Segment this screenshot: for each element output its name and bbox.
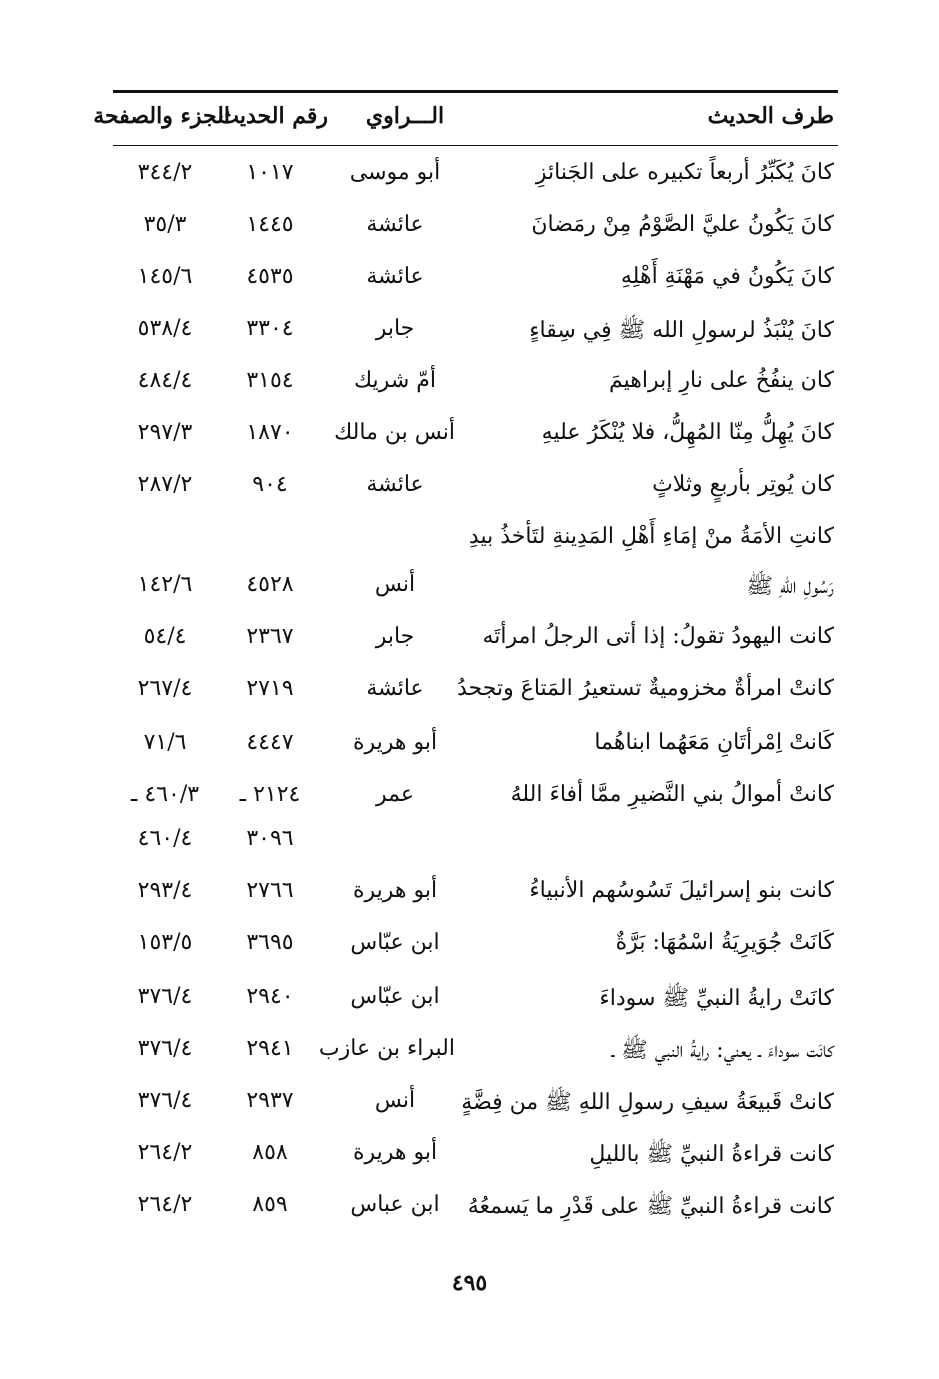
hadith-number: ٣٣٠٤ — [246, 316, 294, 341]
narrator: عمر — [376, 782, 414, 807]
volume-page: ٣٧٦/٤ — [137, 984, 193, 1009]
table-row — [0, 524, 939, 564]
narrator: أنس — [374, 1088, 416, 1113]
table-row — [0, 878, 939, 918]
narrator: عائشة — [366, 264, 424, 289]
volume-page: ١٤٢/٦ — [137, 572, 193, 597]
hadith-text: كانَ يَكُونُ عليَّ الصَّوْمُ مِنْ رمَضانَ — [531, 212, 834, 237]
volume-page: ٥٤/٤ — [143, 624, 187, 649]
hadith-number: ٢٣٦٧ — [246, 624, 294, 649]
narrator: أمّ شريك — [354, 368, 436, 393]
hadith-text: كانَت سوداءَ ـ يعني: رايةُ النبي ﷺ ـ — [611, 1038, 834, 1063]
hadith-text: كانَ يُكَبِّرُ أربعاً تكبيره على الجَنائزِ — [535, 160, 834, 185]
volume-page: ٢٨٧/٢ — [137, 472, 193, 497]
hadith-number: ٣٠٩٦ — [246, 826, 294, 851]
volume-page: ٣٧٦/٤ — [137, 1088, 193, 1113]
narrator: ابن عباس — [350, 1192, 440, 1217]
hadith-text: كانَتْ رايةُ النبيِّ ﷺ سوداءَ — [599, 986, 834, 1011]
volume-page: ٣٤٤/٢ — [137, 160, 193, 185]
table-row — [0, 1192, 939, 1232]
hadith-text: كان ينفُخُ على نارِ إبراهيمَ — [609, 368, 834, 393]
hadith-number: ٤٤٤٧ — [246, 730, 294, 755]
table-row — [0, 826, 939, 866]
volume-page: ٤٦٠/٣ ـ — [130, 782, 200, 807]
header-hadith: طرف الحديث — [707, 103, 834, 129]
hadith-number: ٢١٢٤ ـ — [239, 782, 301, 807]
hadith-text: كانت بنو إسرائيلَ تَسُوسُهم الأنبياءُ — [529, 878, 834, 903]
volume-page: ٣٥/٣ — [143, 212, 187, 237]
narrator: أبو هريرة — [352, 1140, 438, 1165]
hadith-number: ٣٦٩٥ — [246, 930, 294, 955]
hadith-text: كانت قراءةُ النبيِّ ﷺ على قَدْرِ ما يَسمعُهُ — [467, 1194, 834, 1219]
table-row — [0, 572, 939, 612]
table-row — [0, 316, 939, 356]
hadith-text: كانَ يُهِلُّ مِنّا المُهِلُّ، فلا يُنْكَرُ عليهِ — [541, 420, 834, 445]
hadith-text: كانتْ امرأةٌ مخزوميةٌ تستعيرُ المَتاعَ وتجحدُ — [457, 676, 834, 701]
table-row — [0, 1036, 939, 1076]
hadith-number: ٢٩٤١ — [246, 1036, 294, 1061]
table-row — [0, 984, 939, 1024]
volume-page: ٤٨٤/٤ — [137, 368, 193, 393]
narrator: أنس بن مالك — [334, 420, 455, 445]
narrator: ابن عبّاس — [350, 930, 440, 955]
hadith-number: ٢٩٣٧ — [246, 1088, 294, 1113]
volume-page: ٢٩٣/٤ — [137, 878, 193, 903]
hadith-number: ٢٧٦٦ — [246, 878, 294, 903]
header-number: رقم الحديث — [218, 103, 328, 129]
volume-page: ٢٦٤/٢ — [137, 1140, 193, 1165]
narrator: عائشة — [366, 676, 424, 701]
hadith-number: ٤٥٢٨ — [246, 572, 294, 597]
hadith-text: كانتْ أموالُ بني النَّضيرِ ممَّا أفاءَ اللهُ — [510, 782, 834, 807]
hadith-text: كانتِ الأمَةُ منْ إمَاءِ أَهْلِ المَدِينةِ لتَأخذُ بيدِ — [468, 524, 834, 549]
volume-page: ١٥٣/٥ — [137, 930, 193, 955]
hadith-text: كَانتْ اِمْرأتَانِ مَعَهُما ابناهُما — [594, 730, 834, 755]
hadith-number: ٨٥٨ — [252, 1140, 288, 1165]
hadith-text: كَانَتْ جُوَيرِيَةُ اسْمُهَا: بَرَّةٌ — [615, 930, 834, 955]
volume-page: ٧١/٦ — [143, 730, 187, 755]
narrator: عائشة — [366, 472, 424, 497]
table-row — [0, 1140, 939, 1180]
volume-page: ٢٦٤/٢ — [137, 1192, 193, 1217]
table-row — [0, 676, 939, 716]
volume-page: ٣٧٦/٤ — [137, 1036, 193, 1061]
volume-page: ٥٣٨/٤ — [137, 316, 193, 341]
hadith-number: ٢٧١٩ — [246, 676, 294, 701]
narrator: أنس — [374, 572, 416, 597]
table-row — [0, 368, 939, 408]
volume-page: ٤٦٠/٤ — [137, 826, 193, 851]
table-row — [0, 624, 939, 664]
table-row — [0, 730, 939, 770]
volume-page: ٢٩٧/٣ — [137, 420, 193, 445]
table-row — [0, 212, 939, 252]
hadith-number: ٢٩٤٠ — [246, 984, 294, 1009]
volume-page: ٢٦٧/٤ — [137, 676, 193, 701]
hadith-text: رَسُولِ اللهِ ﷺ — [746, 574, 834, 599]
narrator: جابر — [375, 316, 415, 341]
hadith-number: ١٠١٧ — [246, 160, 294, 185]
header-rawi: الـــراوي — [365, 103, 445, 129]
hadith-number: ٨٥٩ — [252, 1192, 288, 1217]
hadith-number: ١٤٤٥ — [246, 212, 294, 237]
narrator: أبو موسى — [349, 160, 441, 185]
narrator: أبو هريرة — [352, 878, 438, 903]
narrator: جابر — [375, 624, 415, 649]
hadith-number: ١٨٧٠ — [246, 420, 294, 445]
table-row — [0, 160, 939, 200]
narrator: البراء بن عازب — [318, 1036, 455, 1061]
hadith-text: كانتْ قَبيعَةُ سيفِ رسولِ اللهِ ﷺ من فِضَّةٍ — [461, 1090, 834, 1115]
hadith-text: كانَ يَكُونُ في مَهْنَةِ أَهْلِهِ — [620, 264, 834, 289]
hadith-text: كان يُوتِر بأربعٍ وثلاثٍ — [652, 472, 834, 497]
page-number: ٤٩٥ — [451, 1270, 488, 1296]
table-row — [0, 930, 939, 970]
header-volume-page: الجزء والصفحة — [93, 103, 230, 129]
hadith-text: كانت اليهودُ تقولُ: إذا أتى الرجلُ امرأتَه — [482, 624, 834, 649]
hadith-number: ٣١٥٤ — [246, 368, 294, 393]
volume-page: ١٤٥/٦ — [137, 264, 193, 289]
table-row — [0, 472, 939, 512]
narrator: عائشة — [366, 212, 424, 237]
table-row — [0, 420, 939, 460]
hadith-number: ٤٥٣٥ — [246, 264, 294, 289]
hadith-number: ٩٠٤ — [252, 472, 288, 497]
narrator: أبو هريرة — [352, 730, 438, 755]
hadith-text: كانت قراءةُ النبيِّ ﷺ بالليلِ — [589, 1142, 834, 1167]
table-row — [0, 1088, 939, 1128]
table-row — [0, 782, 939, 822]
hadith-text: كانَ يُنْبَذُ لرسولِ الله ﷺ فِي سِقاءٍ — [529, 318, 834, 343]
narrator: ابن عبّاس — [350, 984, 440, 1009]
table-row — [0, 264, 939, 304]
